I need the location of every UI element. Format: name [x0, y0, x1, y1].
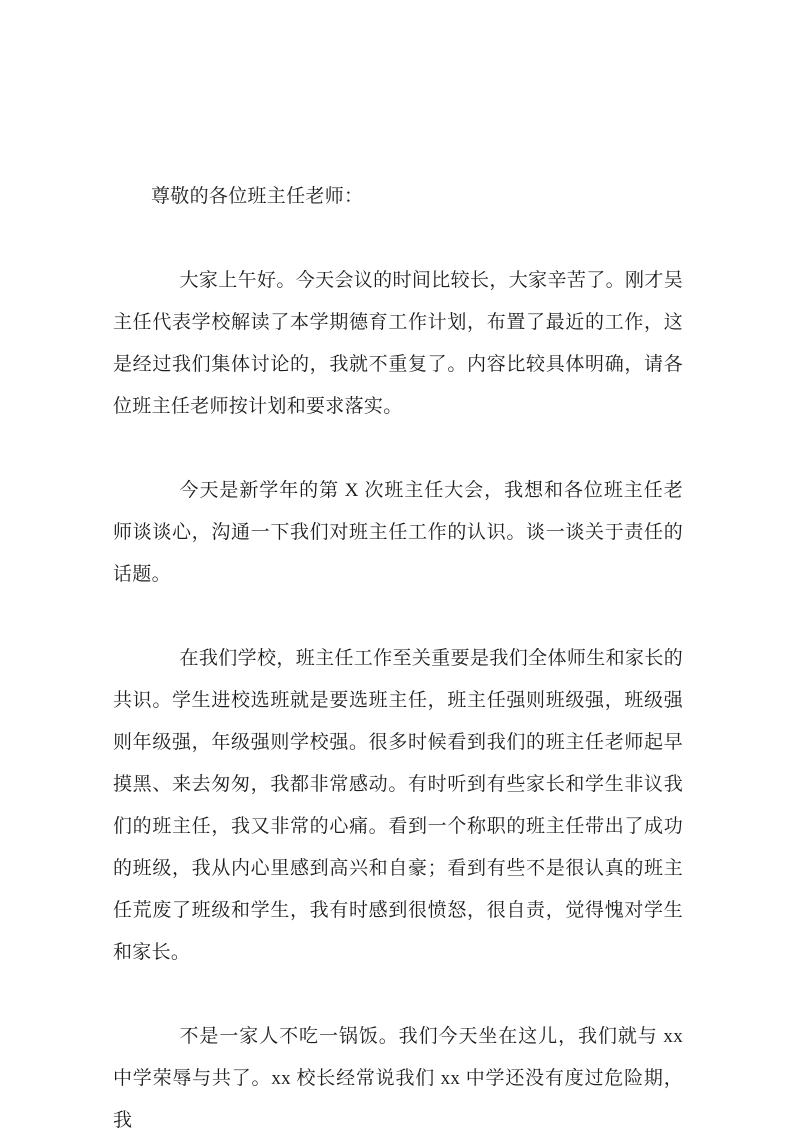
salutation-line: 尊敬的各位班主任老师： [151, 186, 364, 207]
paragraph-importance: 在我们学校，班主任工作至关重要是我们全体师生和家长的共识。学生进校选班就是要选班主任，班主任强则班级强，班级强则年级强，年级强则学校强。很多时候看到我们的班主任老师起早摸黑、来去匆匆，我都非常感动。有时听到有些家长和学生非议我们的班主任，我又非常的心痛。看到一个称职的班主任带出了成功的班级，我从内心里感到高兴和自豪；看到有些不是很认真的班主任荒废了班级和学生，我有时感到很愤怒，很自责，觉得愧对学生和家长。 [113, 648, 683, 963]
paragraph-meeting-topic: 今天是新学年的第 X 次班主任大会，我想和各位班主任老师谈谈心，沟通一下我们对班主任工作的认识。谈一谈关于责任的话题。 [113, 480, 683, 585]
paragraph-shared-fate: 不是一家人不吃一锅饭。我们今天坐在这儿，我们就与 xx 中学荣辱与共了。xx 校长经常说我们 xx 中学还没有度过危险期，我 [113, 1026, 683, 1131]
paragraph-greeting: 大家上午好。今天会议的时间比较长，大家辛苦了。刚才吴主任代表学校解读了本学期德育工作计划，布置了最近的工作，这是经过我们集体讨论的，我就不重复了。内容比较具体明确，请各位班主任老师按计划和要求落实。 [113, 270, 683, 417]
